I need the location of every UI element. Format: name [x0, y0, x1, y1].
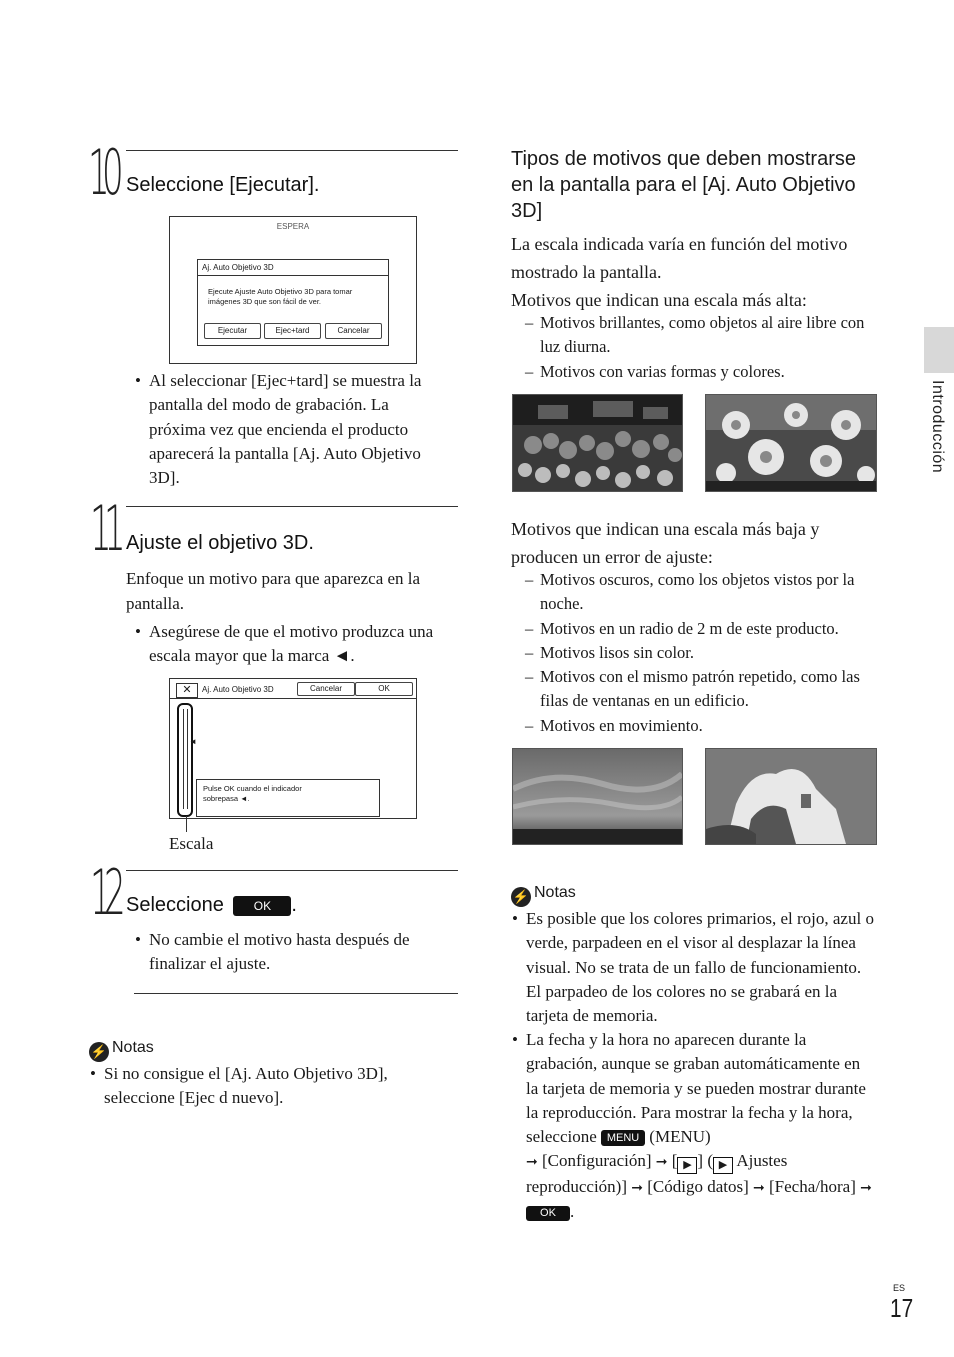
scale-bar [177, 703, 193, 817]
arrow-right-icon: ➞ [631, 1179, 643, 1196]
note-text-menu: (MENU) [649, 1127, 711, 1147]
execute-later-button[interactable]: Ejec+tard [264, 323, 321, 339]
step-11-instruction: Enfoque un motivo para que aparezca en la pantalla. [126, 569, 421, 613]
step-10-heading: Seleccione [Ejecutar]. [126, 174, 320, 196]
cancel-button[interactable]: Cancelar [297, 682, 355, 696]
arrow-right-icon: ➞ [753, 1179, 765, 1196]
hint-text: Pulse OK cuando el indicador sobrepasa ◄. [203, 784, 302, 803]
standby-status: ESPERA [276, 222, 310, 231]
note-item: • Es posible que los colores primarios, el rojo, azul o verde, parpadeen en el visor al desplazar la línea visual. No se trata de un fallo de funcionamiento. El parpadeo de los colores no se grabará en la tarjeta de memoria. [526, 907, 876, 1028]
note-text: La fecha y la hora no aparecen durante la grabación, aunque se graban automáticamente en la tarjeta de memoria y se pueden mostrar durante la reproducción. Para mostrar la fecha y la hora, seleccione [526, 1030, 866, 1147]
section-label: Introducción [929, 380, 946, 474]
low-scale-item: – Motivos oscuros, como los objetos vistos por la noche. [540, 568, 880, 617]
screen-title: Aj. Auto Objetivo 3D [202, 685, 274, 694]
low-scale-title: Motivos que indican una escala más baja y producen un error de ajuste: [511, 519, 820, 567]
close-icon[interactable]: ✕ [176, 683, 198, 698]
dialog-divider [198, 275, 388, 276]
confirm-dialog [197, 259, 389, 346]
intro-text: La escala indicada varía en función del motivo mostrado la pantalla. [511, 234, 848, 282]
high-scale-item: – Motivos con varias formas y colores. [540, 360, 880, 384]
photo-sky-clouds [512, 748, 683, 845]
playback-icon: ▶ [677, 1157, 697, 1174]
step-number-12: 12 [90, 856, 118, 929]
low-scale-item: – Motivos lisos sin color. [540, 641, 880, 665]
step-12-note: • No cambie el motivo hasta después de finalizar el ajuste. [149, 928, 449, 977]
page-number: 17 [890, 1293, 914, 1323]
photo-fruit-market [512, 394, 683, 492]
step-divider [126, 506, 458, 507]
step-number-10: 10 [88, 136, 116, 209]
section-end-divider [134, 993, 458, 994]
notes-title: Notas [112, 1039, 154, 1056]
playback-icon: ▶ [713, 1157, 733, 1174]
notes-icon: ⚡ [511, 887, 531, 907]
menu-badge-icon: MENU [601, 1130, 645, 1146]
menu-path-ajustes: Ajustes reproducción)] [526, 1151, 788, 1196]
photo-flowers [705, 394, 877, 492]
scale-track [183, 709, 188, 809]
hint-box [196, 779, 380, 817]
execute-button[interactable]: Ejecutar [204, 323, 261, 339]
arrow-right-icon: ➞ [655, 1154, 668, 1171]
step-11-heading: Ajuste el objetivo 3D. [126, 532, 314, 554]
step-divider [126, 150, 458, 151]
low-scale-item: – Motivos con el mismo patrón repetido, como las filas de ventanas en un edificio. [540, 665, 880, 714]
high-scale-title: Motivos que indican una escala más alta: [511, 290, 807, 310]
adjust-screen-illustration [169, 678, 417, 819]
notes-heading [89, 1039, 154, 1062]
low-scale-item: – Motivos en movimiento. [540, 714, 880, 738]
scale-caption: Escala [169, 834, 214, 853]
step-divider [126, 870, 458, 871]
menu-path-config: [Configuración] [541, 1151, 652, 1171]
photo-white-building [705, 748, 877, 845]
step-12-heading-text: Seleccione [126, 894, 224, 916]
section-tab [924, 327, 954, 373]
notes-heading [511, 884, 576, 907]
high-scale-item: – Motivos brillantes, como objetos al aire libre con luz diurna. [540, 311, 880, 360]
dialog-title: Aj. Auto Objetivo 3D [202, 263, 274, 272]
step-12-heading-period: . [291, 894, 297, 916]
scale-leader-line [186, 816, 187, 832]
step-11-note: • Asegúrese de que el motivo produzca una escala mayor que la marca ◄. [149, 620, 459, 669]
target-mark-icon: ◄ [189, 737, 197, 746]
step-12-heading [126, 894, 297, 917]
arrow-right-icon: ➞ [860, 1179, 872, 1196]
step-10-note: • Al seleccionar [Ejec+tard] se muestra la pantalla del modo de grabación. La próxima vez que encienda el producto aparecerá la pantalla [Aj. Auto Objetivo 3D]. [149, 369, 449, 490]
execute-screen-illustration [169, 216, 417, 364]
notes-icon: ⚡ [89, 1042, 109, 1062]
ok-button[interactable]: OK [355, 682, 413, 696]
menu-path-fecha: [Fecha/hora] [769, 1176, 856, 1196]
notes-title: Notas [534, 884, 576, 901]
header-divider [170, 698, 416, 699]
cancel-button[interactable]: Cancelar [325, 323, 382, 339]
arrow-right-icon: ➞ [526, 1154, 538, 1171]
low-scale-item: – Motivos en un radio de 2 m de este producto. [540, 617, 880, 641]
page-lang: ES [893, 1283, 906, 1293]
dialog-message: Ejecute Ajuste Auto Objetivo 3D para tomar imágenes 3D que son fácil de ver. [208, 287, 353, 306]
note-item: • Si no consigue el [Aj. Auto Objetivo 3D], seleccione [Ejec d nuevo]. [104, 1062, 434, 1111]
section-heading: Tipos de motivos que deben mostrarse en la pantalla para el [Aj. Auto Objetivo 3D] [511, 148, 856, 222]
step-number-11: 11 [90, 492, 118, 565]
note-item: • La fecha y la hora no aparecen durante la grabación, aunque se graban automáticamente en la tarjeta de memoria y se pueden mostrar durante la reproducción. Para mostrar la fecha y la hora, seleccione MENU (MENU) ➞ [Configuración] ➞ [ ▶ ] ( ▶ Ajustes reproducción)] ➞ [Código datos] ➞ [Fecha/hora] ➞ OK . [526, 1028, 876, 1224]
ok-badge-icon: OK [233, 896, 291, 916]
menu-path-codigo: [Código datos] [647, 1176, 749, 1196]
ok-badge-icon: OK [526, 1206, 570, 1221]
